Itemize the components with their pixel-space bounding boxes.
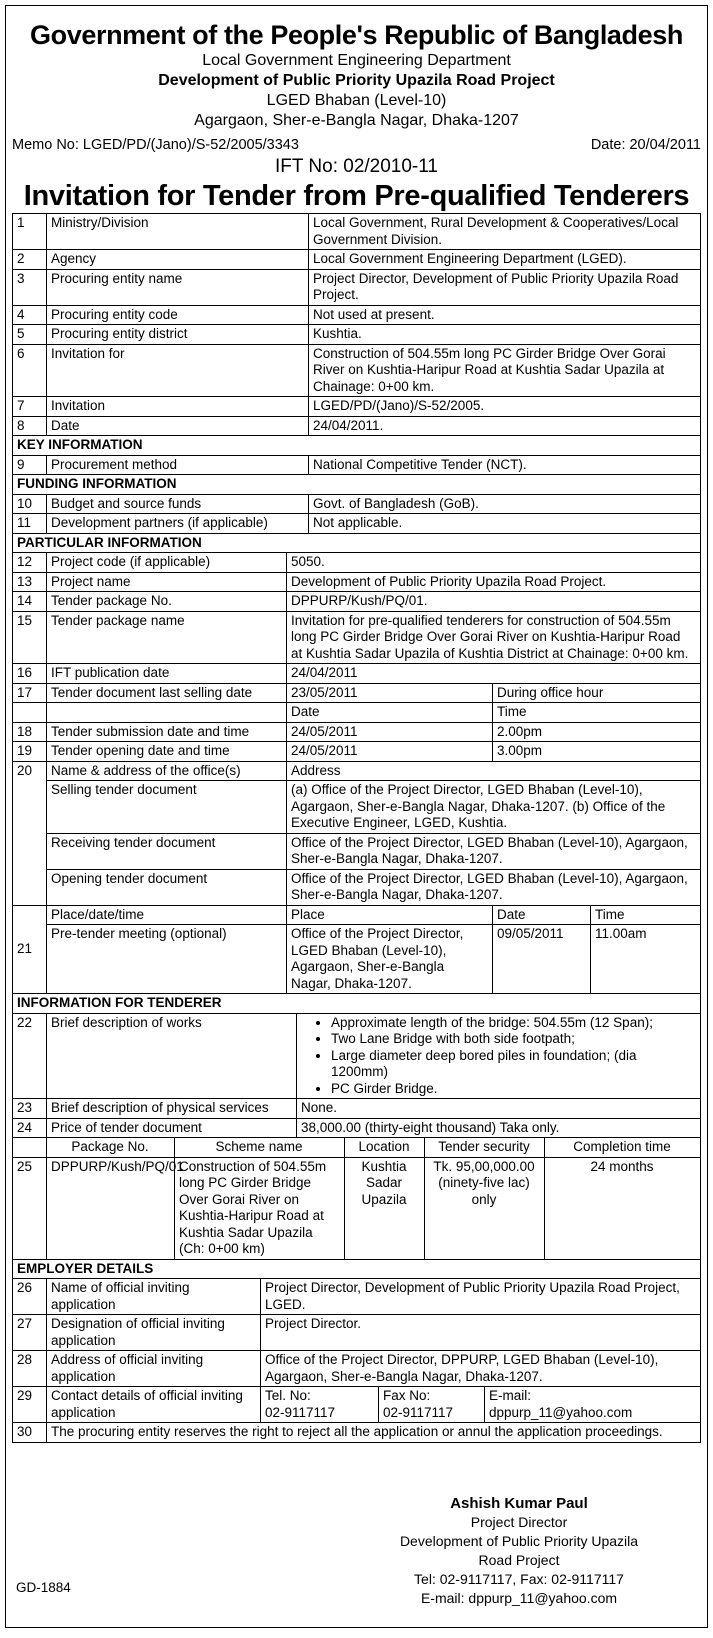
signatory-name: Ashish Kumar Paul	[450, 1495, 588, 1512]
table-row: 18 Tender submission date and time 24/05/2011 2.00pm	[13, 722, 701, 742]
signatory-tel-fax: Tel: 02-9117117, Fax: 02-9117117	[414, 1571, 624, 1587]
particular-info-table	[12, 534, 701, 995]
table-row: 15 Tender package name Invitation for pre-qualified tenderers for construction of 504.55m long PC Girder Bridge Over Gorai River on Kushtia-Haripur Road at Kushtia Sadar Upazila of Kushtia District at Chainage: 0+00 km.	[13, 611, 701, 664]
project-name: Development of Public Priority Upazila Road Project	[158, 72, 555, 89]
key-info-heading: KEY INFORMATION	[13, 436, 701, 456]
tenderer-heading: INFORMATION FOR TENDERER	[13, 994, 701, 1013]
table-row: 6 Invitation for Construction of 504.55m long PC Girder Bridge Over Gorai River on Kushtia-Haripur Road at Kushtia Sadar Upazila at Chainage: 0+00 km.	[13, 344, 701, 397]
employer-heading: EMPLOYER DETAILS	[13, 1260, 701, 1279]
package-table	[12, 1138, 701, 1260]
works-bullet-list	[301, 1015, 695, 1098]
signature-block: Ashish Kumar Paul Project Director Development of Public Priority Upazila Road Project Tel: 02-9117117, Fax: 02-9117117 E-mail: dppurp_11@yahoo.com	[379, 1494, 659, 1608]
table-row: 30 The procuring entity reserves the right to reject all the application or annul the application proceedings.	[13, 1423, 701, 1443]
package-header-row: Package No. Scheme name Location Tender security Completion time	[13, 1138, 701, 1157]
table-row: 22 Brief description of works • Approximate length of the bridge: 504.55m (12 Span); • Two Lane Bridge with both side footpath; • Large diameter deep bored piles in foundation; (dia 1200mm) • PC Girder Bridge.	[13, 1013, 701, 1099]
table-row: 12 Project code (if applicable) 5050.	[13, 553, 701, 573]
table-row: 9 Procurement method National Competitive Tender (NCT).	[13, 455, 701, 475]
table-row: Pre-tender meeting (optional) Office of the Project Director, LGED Bhaban (Level-10), Agargaon, Sher-e-Bangla Nagar, Dhaka-1207. 09/05/2011 11.00am	[13, 925, 701, 994]
department-name: Local Government Engineering Department	[202, 52, 511, 69]
table-row: 21 Place/date/time Place Date Time	[13, 905, 701, 925]
table-row: 14 Tender package No. DPPURP/Kush/PQ/01.	[13, 592, 701, 612]
table-row: 8 Date 24/04/2011.	[13, 416, 701, 436]
tenderer-info-table	[12, 994, 701, 1138]
table-row: Date Time	[13, 703, 701, 723]
table-row: 20 Name & address of the office(s) Address	[13, 761, 701, 781]
table-row: 16 IFT publication date 24/04/2011	[13, 664, 701, 684]
government-title: Government of the People's Republic of Bangladesh	[30, 20, 683, 50]
signatory-designation: Project Director	[470, 1514, 568, 1530]
table-row: 29 Contact details of official inviting application Tel. No: 02-9117117 Fax No: 02-9117117 E-mail: dppurp_11@yahoo.com	[13, 1387, 701, 1423]
list-item: • Approximate length of the bridge: 504.55m (12 Span);	[331, 1015, 695, 1032]
office-address: Agargaon, Sher-e-Bangla Nagar, Dhaka-1207	[194, 112, 519, 129]
table-row: Opening tender document Office of the Project Director, LGED Bhaban (Level-10), Agargaon, Sher-e-Bangla Nagar, Dhaka-1207.	[13, 869, 701, 905]
table-row: 5 Procuring entity district Kushtia.	[13, 325, 701, 345]
particular-heading: PARTICULAR INFORMATION	[13, 534, 701, 553]
tender-notice	[5, 5, 708, 1628]
notice-header	[12, 20, 701, 131]
table-row: 1 Ministry/Division Local Government, Rural Development & Cooperatives/Local Government Division.	[13, 214, 701, 250]
table-row: 17 Tender document last selling date 23/05/2011 During office hour	[13, 683, 701, 703]
table-row: Receiving tender document Office of the Project Director, LGED Bhaban (Level-10), Agargaon, Sher-e-Bangla Nagar, Dhaka-1207.	[13, 833, 701, 869]
table-row: 19 Tender opening date and time 24/05/2011 3.00pm	[13, 742, 701, 762]
table-row: 10 Budget and source funds Govt. of Bangladesh (GoB).	[13, 494, 701, 514]
footer-code: GD-1884	[16, 1580, 71, 1595]
building-name: LGED Bhaban (Level-10)	[266, 92, 447, 109]
employer-table	[12, 1260, 701, 1443]
table-row: 3 Procuring entity name Project Director, Development of Public Priority Upazila Road Project.	[13, 269, 701, 305]
table-row: 28 Address of official inviting application Office of the Project Director, DPPURP, LGED Bhaban (Level-10), Agargaon, Sher-e-Bangla Nagar, Dhaka-1207.	[13, 1351, 701, 1387]
funding-heading: FUNDING INFORMATION	[13, 475, 701, 495]
table-row: 4 Procuring entity code Not used at present.	[13, 305, 701, 325]
ift-number: IFT No: 02/2010-11	[274, 156, 438, 177]
contact-email: dppurp_11@yahoo.com	[489, 1404, 633, 1420]
table-row: 13 Project name Development of Public Priority Upazila Road Project.	[13, 572, 701, 592]
table-row: 24 Price of tender document 38,000.00 (thirty-eight thousand) Taka only.	[13, 1118, 701, 1138]
memo-line	[12, 135, 701, 155]
memo-number: Memo No: LGED/PD/(Jano)/S-52/2005/3343	[12, 137, 299, 153]
table-row: 27 Designation of official inviting application Project Director.	[13, 1315, 701, 1351]
table-row: Selling tender document (a) Office of the Project Director, LGED Bhaban (Level-10), Agargaon, Sher-e-Bangla Nagar, Dhaka-1207. (b) Office of the Executive Engineer, LGED, Kushtia.	[13, 781, 701, 834]
table-row: 7 Invitation LGED/PD/(Jano)/S-52/2005.	[13, 397, 701, 417]
table-row: 26 Name of official inviting application Project Director, Development of Public Priority Upazila Road Project, LGED.	[13, 1279, 701, 1315]
notice-title: Invitation for Tender from Pre-qualified Tenderers	[23, 180, 690, 212]
basic-info-table	[12, 213, 701, 534]
memo-date: Date: 20/04/2011	[590, 137, 701, 153]
table-row: 23 Brief description of physical services None.	[13, 1099, 701, 1119]
list-item: • Two Lane Bridge with both side footpath;	[331, 1031, 695, 1048]
table-row: 2 Agency Local Government Engineering Department (LGED).	[13, 250, 701, 270]
list-item: • PC Girder Bridge.	[331, 1081, 695, 1098]
table-row: 25 DPPURP/Kush/PQ/01 Construction of 504.55m long PC Girder Bridge Over Gorai River on Kushtia-Haripur Road at Kushtia Sadar Upazila (Ch: 0+00 km) Kushtia Sadar Upazila Tk. 95,00,000.00 (ninety-five lac) only 24 months	[13, 1157, 701, 1259]
list-item: • Large diameter deep bored piles in foundation; (dia 1200mm)	[331, 1048, 695, 1081]
table-row: 11 Development partners (if applicable) Not applicable.	[13, 514, 701, 534]
signatory-email: E-mail: dppurp_11@yahoo.com	[420, 1590, 618, 1606]
